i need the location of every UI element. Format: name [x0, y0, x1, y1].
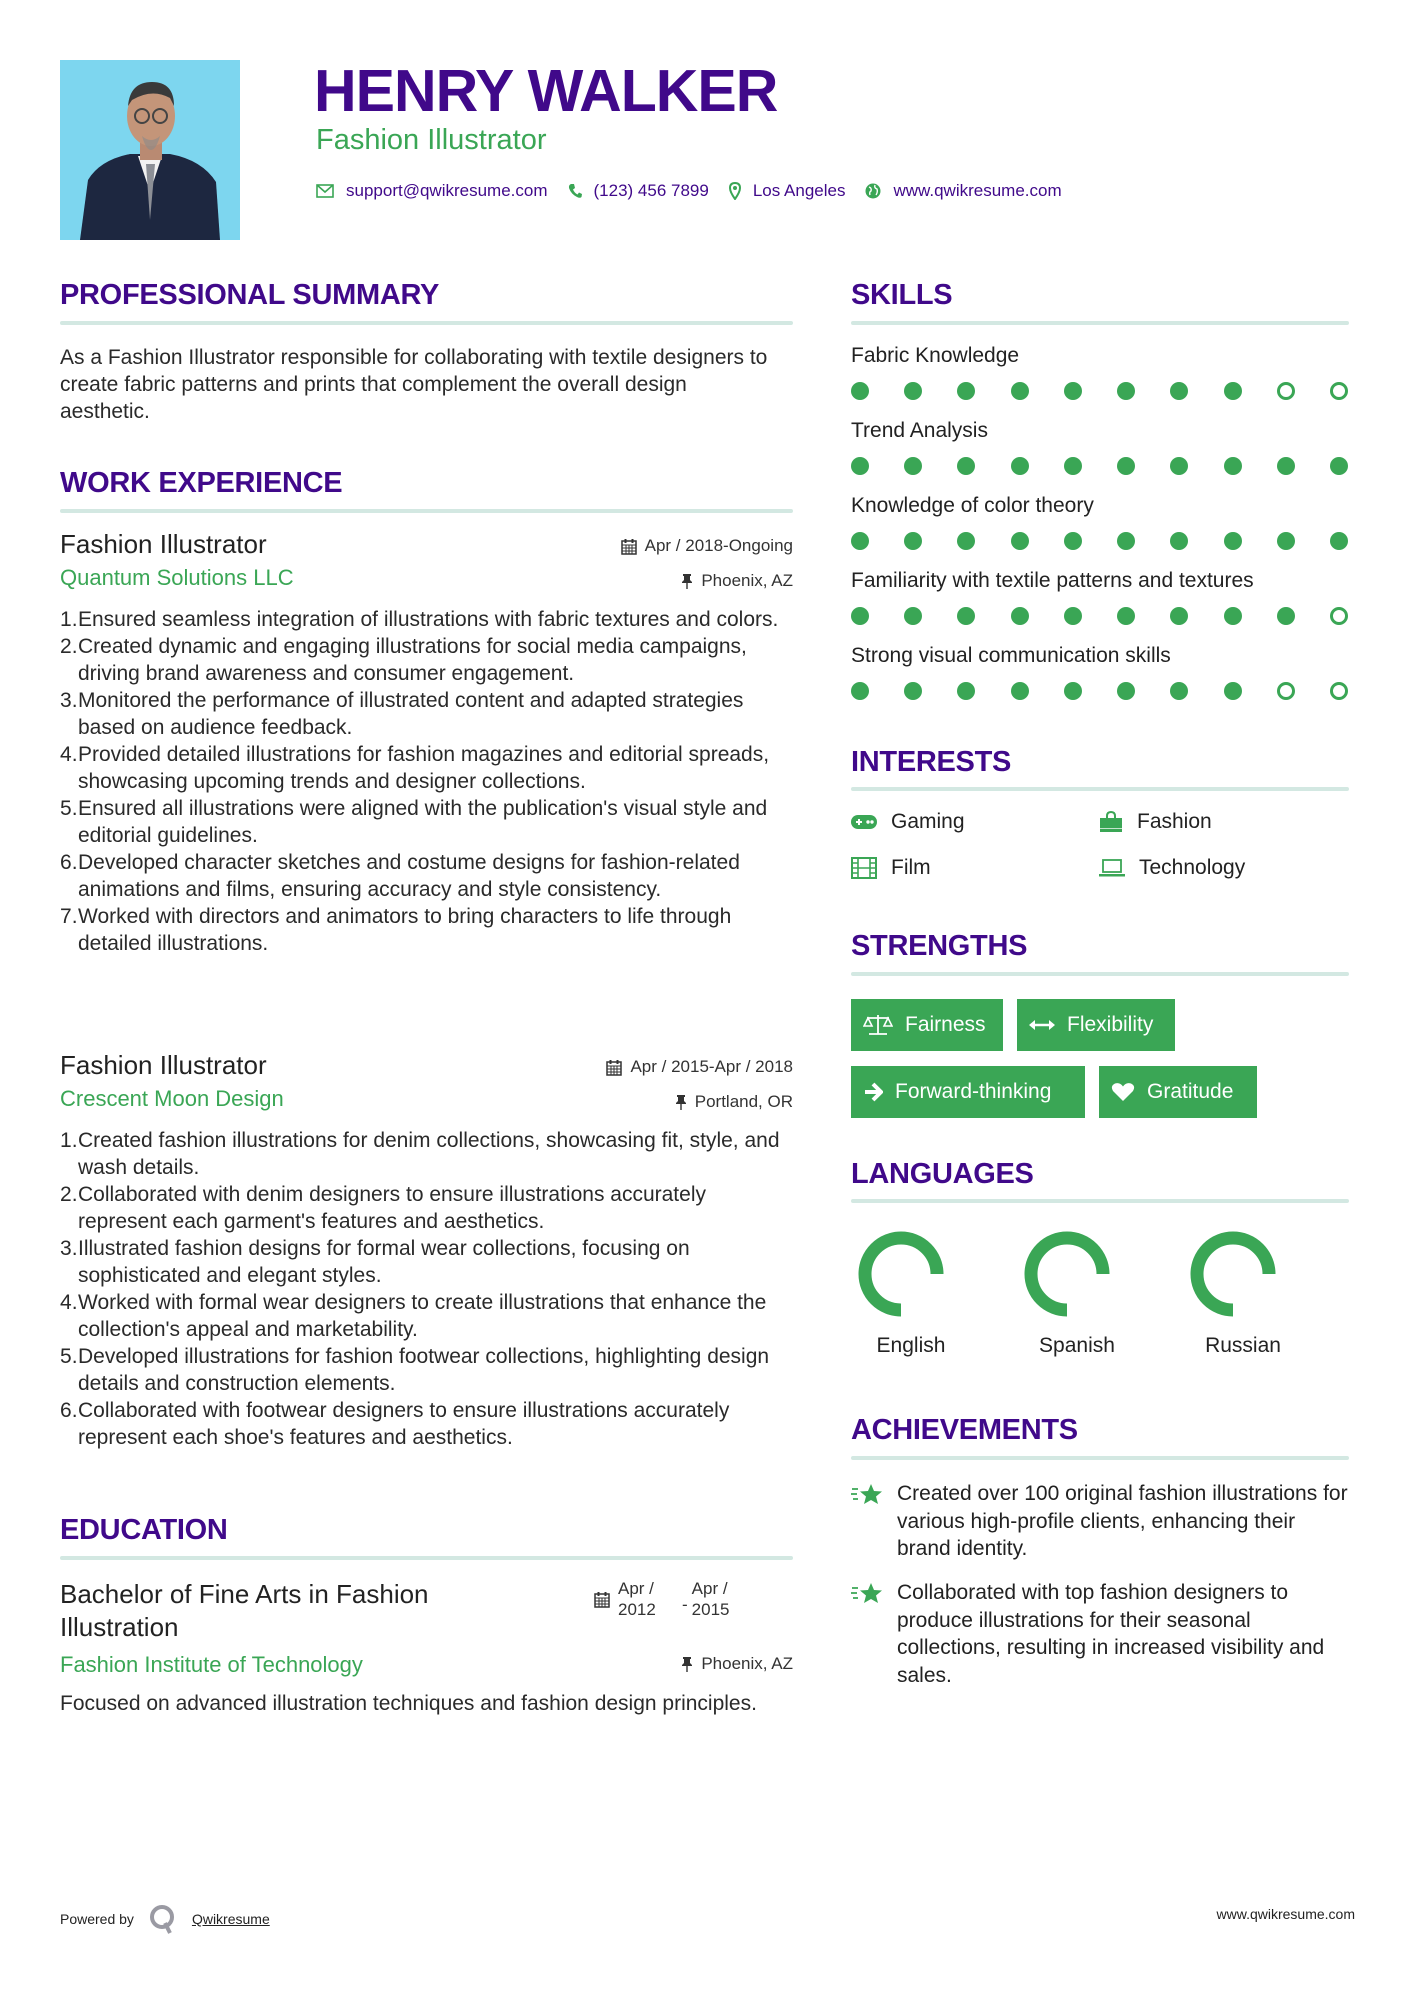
- candidate-title: Fashion Illustrator: [316, 124, 547, 156]
- education-end: Apr / 2015: [691, 1579, 730, 1619]
- arrow-right-icon: [863, 1082, 883, 1102]
- education-start: Apr / 2012: [618, 1579, 656, 1619]
- section-divider: [60, 321, 793, 325]
- rating-dot-filled: [1011, 532, 1029, 550]
- rating-dot-filled: [1170, 682, 1188, 700]
- heart-icon: [1111, 1082, 1135, 1102]
- education-location: Phoenix, AZ: [681, 1654, 793, 1674]
- contact-phone[interactable]: [568, 181, 709, 201]
- section-divider: [60, 509, 793, 513]
- rating-dot-filled: [1064, 682, 1082, 700]
- skill-item: [851, 342, 1349, 417]
- email-text: support@qwikresume.com: [346, 181, 548, 200]
- phone-icon: [568, 183, 582, 199]
- footer-website[interactable]: www.qwikresume.com: [1216, 1906, 1355, 1922]
- contact-bar: [316, 178, 1082, 204]
- calendar-icon: [606, 1059, 622, 1076]
- section-divider: [60, 1556, 793, 1560]
- skill-item: [851, 567, 1349, 642]
- list-item: Created fashion illustrations for denim collections, showcasing fit, style, and wash details.: [78, 1129, 780, 1179]
- section-title-languages: LANGUAGES: [851, 1158, 1034, 1190]
- rating-dot-filled: [1011, 382, 1029, 400]
- rating-dot-filled: [1224, 682, 1242, 700]
- rating-dot-filled: [957, 607, 975, 625]
- qwikresume-logo-icon: [148, 1903, 178, 1935]
- rating-dot-filled: [904, 682, 922, 700]
- strength-badge: Forward-thinking: [851, 1066, 1085, 1118]
- section-title-interests: INTERESTS: [851, 746, 1012, 778]
- interest-item: Fashion: [1099, 808, 1212, 836]
- rating-dot-filled: [1170, 382, 1188, 400]
- list-item: Developed illustrations for fashion footwear collections, highlighting design details and construction elements.: [78, 1345, 770, 1395]
- rating-dot-filled: [1170, 457, 1188, 475]
- rating-dot-filled: [1277, 457, 1295, 475]
- balance-scale-icon: [863, 1013, 893, 1037]
- laptop-icon: [1099, 859, 1125, 877]
- rating-dot-filled: [1224, 607, 1242, 625]
- job-title: Fashion Illustrator: [60, 529, 267, 559]
- rating-dot-filled: [1064, 607, 1082, 625]
- calendar-icon: [594, 1591, 610, 1608]
- language-item: Russian: [1183, 1228, 1303, 1358]
- skill-rating: [851, 681, 1348, 701]
- list-item: Worked with directors and animators to bring characters to life through detailed illustrations.: [78, 905, 732, 955]
- skill-label: Strong visual communication skills: [851, 644, 1171, 667]
- section-title-experience: WORK EXPERIENCE: [60, 467, 343, 499]
- shooting-star-icon: [851, 1482, 883, 1508]
- section-divider: [851, 972, 1349, 976]
- rating-dot-filled: [1011, 682, 1029, 700]
- skill-rating: [851, 456, 1348, 476]
- rating-dot-filled: [1277, 532, 1295, 550]
- section-divider: [851, 1456, 1349, 1460]
- rating-dot-filled: [1117, 457, 1135, 475]
- phone-text: (123) 456 7899: [593, 181, 709, 200]
- skill-item: [851, 642, 1349, 717]
- rating-dot-filled: [1170, 532, 1188, 550]
- rating-dot-filled: [1277, 607, 1295, 625]
- language-item: English: [851, 1228, 971, 1358]
- film-icon: [851, 857, 877, 879]
- rating-dot-filled: [957, 382, 975, 400]
- language-progress-ring-icon: [855, 1228, 947, 1320]
- language-progress-ring-icon: [1187, 1228, 1279, 1320]
- achievement-item: Collaborated with top fashion designers to produce illustrations for their seasonal collections, resulting in increased visibility and sales.: [851, 1579, 1349, 1689]
- rating-dot-filled: [851, 532, 869, 550]
- contact-email[interactable]: [316, 181, 548, 201]
- rating-dot-filled: [1117, 532, 1135, 550]
- website-text: www.qwikresume.com: [893, 181, 1062, 200]
- skill-item: [851, 492, 1349, 567]
- rating-dot-empty: [1277, 682, 1295, 700]
- rating-dot-filled: [1011, 607, 1029, 625]
- skill-label: Familiarity with textile patterns and textures: [851, 569, 1254, 592]
- arrows-horizontal-icon: [1029, 1019, 1055, 1031]
- job-location: Phoenix, AZ: [681, 571, 793, 591]
- shooting-star-icon: [851, 1581, 883, 1607]
- section-title-skills: SKILLS: [851, 279, 953, 311]
- rating-dot-filled: [1224, 382, 1242, 400]
- list-item: Illustrated fashion designs for formal wear collections, focusing on sophisticated and elegant styles.: [78, 1237, 690, 1287]
- achievement-item: Created over 100 original fashion illustrations for various high-profile clients, enhancing their brand identity.: [851, 1480, 1349, 1563]
- list-item: Created dynamic and engaging illustrations for social media campaigns, driving brand awareness and consumer engagement.: [78, 635, 747, 685]
- school-name: Fashion Institute of Technology: [60, 1652, 363, 1677]
- rating-dot-filled: [904, 532, 922, 550]
- skill-label: Fabric Knowledge: [851, 344, 1020, 367]
- rating-dot-filled: [904, 607, 922, 625]
- pushpin-icon: [681, 573, 693, 589]
- envelope-icon: [316, 184, 334, 198]
- section-divider: [851, 787, 1349, 791]
- contact-website[interactable]: [865, 181, 1061, 201]
- job-bullets: [60, 1127, 793, 1451]
- shopping-bag-icon: [1099, 811, 1123, 833]
- list-item: Collaborated with footwear designers to ensure illustrations accurately represent each shoe's features and aesthetics.: [78, 1399, 730, 1449]
- pushpin-icon: [675, 1094, 687, 1110]
- globe-icon: [865, 183, 881, 199]
- section-divider: [851, 1199, 1349, 1203]
- skill-rating: [851, 531, 1348, 551]
- rating-dot-filled: [1117, 682, 1135, 700]
- rating-dot-filled: [1170, 607, 1188, 625]
- job-title: Fashion Illustrator: [60, 1050, 267, 1080]
- interest-item: Technology: [1099, 854, 1245, 882]
- section-divider: [851, 321, 1349, 325]
- skill-label: Knowledge of color theory: [851, 494, 1094, 517]
- rating-dot-empty: [1330, 607, 1348, 625]
- job-dates: Apr / 2015-Apr / 2018: [606, 1057, 793, 1077]
- calendar-icon: [621, 538, 637, 555]
- section-title-achievements: ACHIEVEMENTS: [851, 1414, 1078, 1446]
- rating-dot-filled: [1117, 382, 1135, 400]
- list-item: Ensured all illustrations were aligned with the publication's visual style and editorial guidelines.: [78, 797, 768, 847]
- list-item: Developed character sketches and costume designs for fashion-related animations and films, ensuring accuracy and style consistency.: [78, 851, 740, 901]
- map-marker-icon: [729, 182, 741, 200]
- section-title-education: EDUCATION: [60, 1514, 228, 1546]
- rating-dot-filled: [957, 532, 975, 550]
- rating-dot-filled: [851, 382, 869, 400]
- company-name: Crescent Moon Design: [60, 1086, 284, 1111]
- date-separator: -: [682, 1595, 688, 1614]
- strength-badge: Flexibility: [1017, 999, 1175, 1051]
- section-title-strengths: STRENGTHS: [851, 930, 1028, 962]
- rating-dot-filled: [957, 457, 975, 475]
- list-item: Ensured seamless integration of illustrations with fabric textures and colors.: [78, 608, 779, 631]
- rating-dot-filled: [1330, 457, 1348, 475]
- footer-powered-by: Powered by Qwikresume: [60, 1903, 270, 1935]
- person-portrait-icon: [60, 60, 240, 240]
- rating-dot-filled: [1330, 532, 1348, 550]
- strength-badge: Gratitude: [1099, 1066, 1257, 1118]
- rating-dot-filled: [957, 682, 975, 700]
- skills-list: [851, 342, 1349, 717]
- rating-dot-filled: [1224, 532, 1242, 550]
- education-description: Focused on advanced illustration techniques and fashion design principles.: [60, 1692, 757, 1715]
- summary-text: As a Fashion Illustrator responsible for collaborating with textile designers to create fabric patterns and prints that complement the overall design aesthetic.: [60, 346, 768, 423]
- qwikresume-link[interactable]: Qwikresume: [191, 1911, 270, 1927]
- job-bullets: [60, 606, 793, 957]
- rating-dot-filled: [1224, 457, 1242, 475]
- section-title-summary: PROFESSIONAL SUMMARY: [60, 279, 440, 311]
- education-dates: [594, 1578, 742, 1620]
- language-item: Spanish: [1017, 1228, 1137, 1358]
- rating-dot-filled: [1064, 457, 1082, 475]
- pushpin-icon: [681, 1656, 693, 1672]
- rating-dot-empty: [1277, 382, 1295, 400]
- language-progress-ring-icon: [1021, 1228, 1113, 1320]
- skill-item: [851, 417, 1349, 492]
- job-location: Portland, OR: [675, 1092, 793, 1112]
- rating-dot-filled: [904, 457, 922, 475]
- degree-title: Bachelor of Fine Arts in Fashion Illustration: [60, 1579, 429, 1642]
- skill-label: Trend Analysis: [851, 419, 988, 442]
- gamepad-icon: [851, 815, 877, 829]
- rating-dot-empty: [1330, 682, 1348, 700]
- contact-location: [729, 181, 846, 201]
- rating-dot-filled: [851, 682, 869, 700]
- rating-dot-empty: [1330, 382, 1348, 400]
- profile-photo: [60, 60, 240, 240]
- job-entry: [60, 528, 793, 957]
- rating-dot-filled: [851, 607, 869, 625]
- job-dates: Apr / 2018-Ongoing: [621, 536, 793, 556]
- location-text: Los Angeles: [752, 181, 846, 200]
- list-item: Collaborated with denim designers to ensure illustrations accurately represent each garment's features and aesthetics.: [78, 1183, 706, 1233]
- company-name: Quantum Solutions LLC: [60, 565, 294, 590]
- list-item: Provided detailed illustrations for fashion magazines and editorial spreads, showcasing upcoming trends and designer collections.: [78, 743, 770, 793]
- skill-rating: [851, 381, 1348, 401]
- job-entry: [60, 1049, 793, 1451]
- candidate-name: HENRY WALKER: [314, 58, 778, 124]
- rating-dot-filled: [1064, 382, 1082, 400]
- rating-dot-filled: [1064, 532, 1082, 550]
- interest-item: Gaming: [851, 808, 965, 836]
- rating-dot-filled: [851, 457, 869, 475]
- list-item: Worked with formal wear designers to create illustrations that enhance the collection's appeal and marketability.: [78, 1291, 767, 1341]
- rating-dot-filled: [1117, 607, 1135, 625]
- rating-dot-filled: [1011, 457, 1029, 475]
- list-item: Monitored the performance of illustrated content and adapted strategies based on audience feedback.: [78, 689, 744, 739]
- skill-rating: [851, 606, 1348, 626]
- interest-item: Film: [851, 854, 931, 882]
- rating-dot-filled: [904, 382, 922, 400]
- strength-badge: Fairness: [851, 999, 1003, 1051]
